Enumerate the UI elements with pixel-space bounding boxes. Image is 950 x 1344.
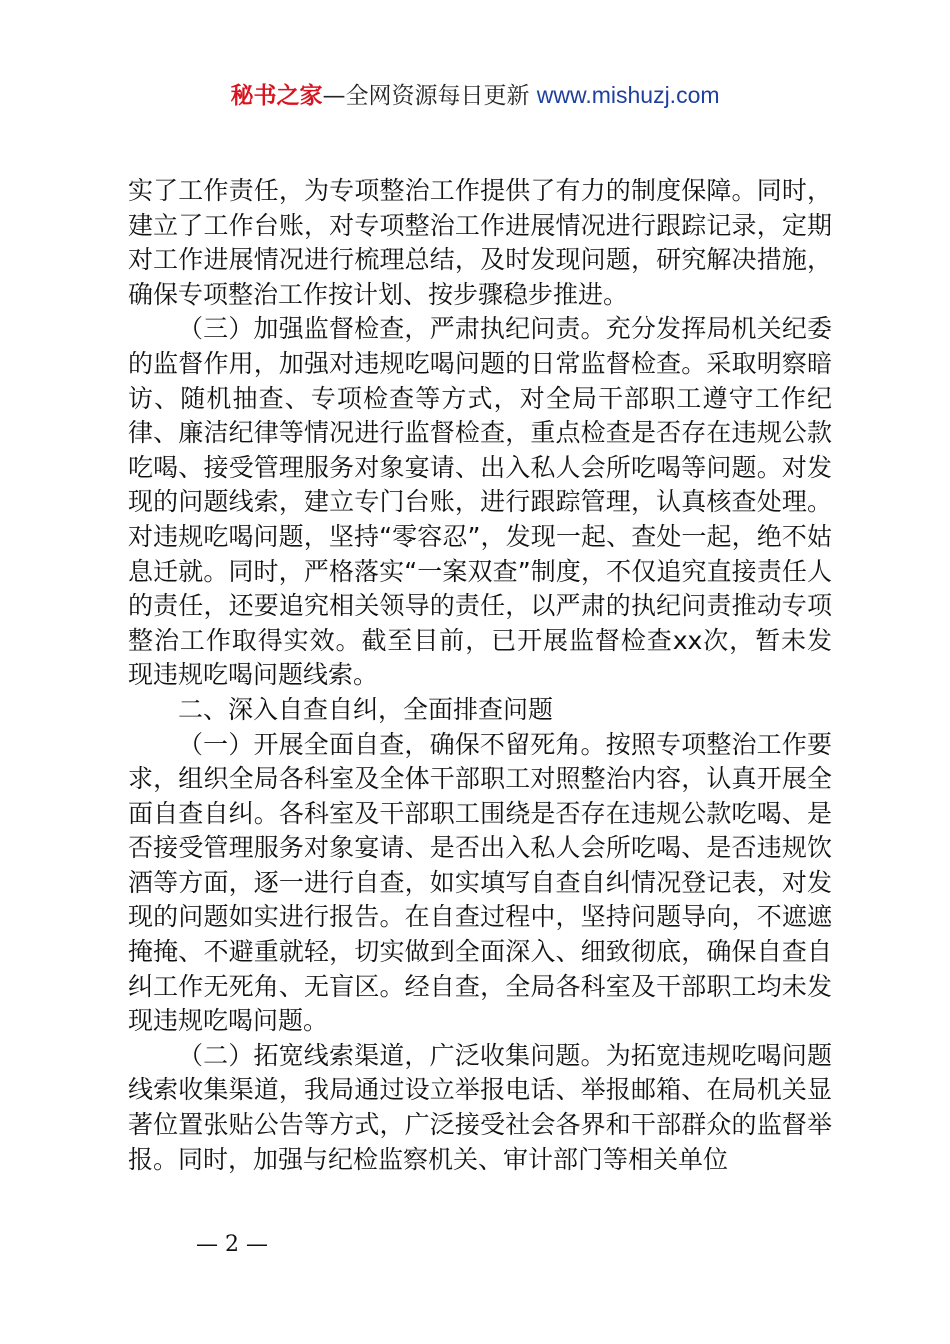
paragraph: （一）开展全面自查，确保不留死角。按照专项整治工作要求，组织全局各科室及全体干部职工对照整治内容，认真开展全面自查自纠。各科室及干部职工围绕是否存在违规公款吃喝、是否接受管理服务对象宴请、是否出入私人会所吃喝、是否违规饮酒等方面，逐一进行自查，如实填写自查自纠情况登记表，对发现的问题如实进行报告。在自查过程中，坚持问题导向，不遮遮掩掩、不避重就轻，切实做到全面深入、细致彻底，确保自查自纠工作无死角、无盲区。经自查，全局各科室及干部职工均未发现违规吃喝问题。 <box>128 729 832 1036</box>
paragraph: （三）加强监督检查，严肃执纪问责。充分发挥局机关纪委的监督作用，加强对违规吃喝问题的日常监督检查。采取明察暗访、随机抽查、专项检查等方式，对全局干部职工遵守工作纪律、廉洁纪律等情况进行监督检查，重点检查是否存在违规公款吃喝、接受管理服务对象宴请、出入私人会所吃喝等问题。对发现的问题线索，建立专门台账，进行跟踪管理，认真核查处理。对违规吃喝问题，坚持“零容忍”，发现一起、查处一起，绝不姑息迁就。同时，严格落实“一案双查”制度，不仅追究直接责任人的责任，还要追究相关领导的责任，以严肃的执纪问责推动专项整治工作取得实效。截至目前，已开展监督检查xx次，暂未发现违规吃喝问题线索。 <box>128 314 832 690</box>
site-url: www.mishuzj.com <box>536 82 720 108</box>
page-header <box>0 78 950 113</box>
document-body <box>128 174 832 1177</box>
header-tagline: —全网资源每日更新 <box>322 83 537 109</box>
paragraph: （二）拓宽线索渠道，广泛收集问题。为拓宽违规吃喝问题线索收集渠道，我局通过设立举报电话、举报邮箱、在局机关显著位置张贴公告等方式，广泛接受社会各界和干部群众的监督举报。同时，加强与纪检监察机关、审计部门等相关单位 <box>128 1040 832 1174</box>
page-number: — 2 — <box>196 1232 268 1257</box>
section-heading: 二、深入自查自纠，全面排查问题 <box>178 694 554 724</box>
brand-name: 秘书之家 <box>230 83 323 109</box>
paragraph: 实了工作责任，为专项整治工作提供了有力的制度保障。同时，建立了工作台账，对专项整治工作进展情况进行跟踪记录，定期对工作进展情况进行梳理总结，及时发现问题，研究解决措施，确保专项整治工作按计划、按步骤稳步推进。 <box>128 176 832 309</box>
